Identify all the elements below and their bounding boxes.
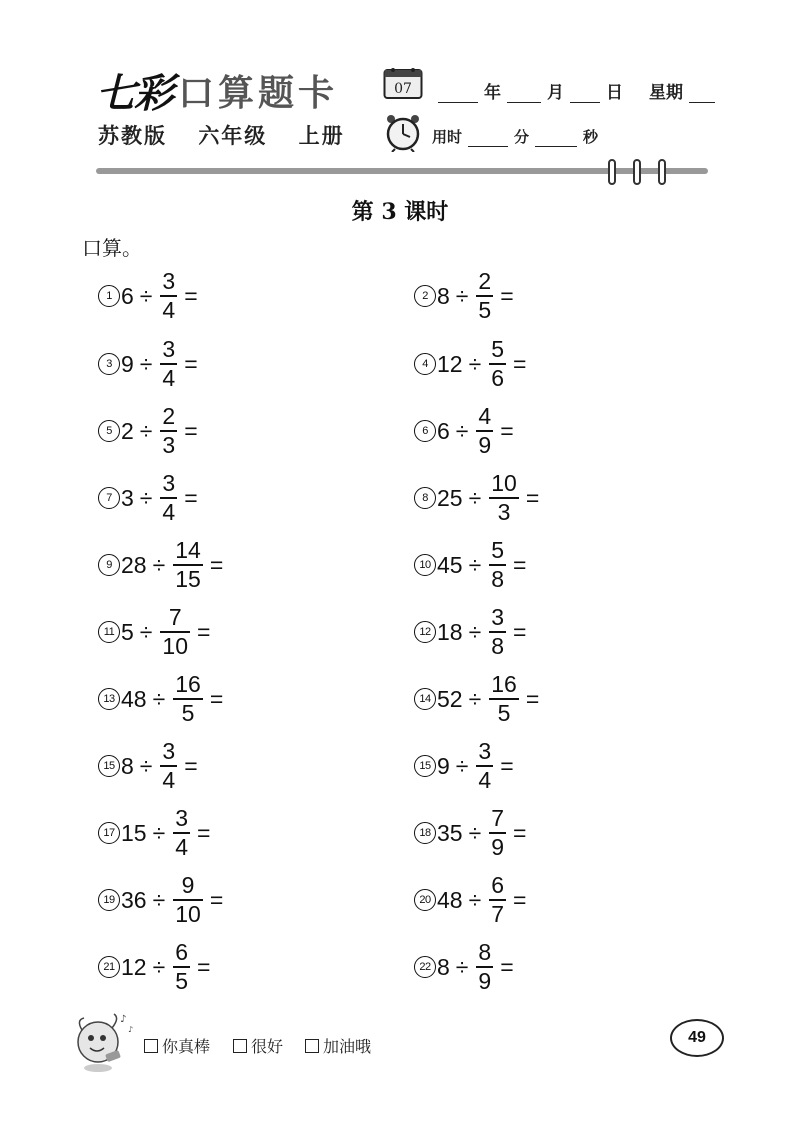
divide-sign: ÷ — [468, 685, 482, 712]
problem-number: 2 — [414, 285, 436, 307]
eval-option-good[interactable] — [233, 1034, 283, 1057]
problem-number: 3 — [98, 353, 120, 375]
dividend: 5 — [121, 618, 134, 645]
weekday-label: 星期 — [649, 83, 683, 103]
denominator: 5 — [478, 297, 492, 323]
divide-sign: ÷ — [468, 551, 482, 578]
year-label: 年 — [484, 83, 501, 103]
eval-label: 你真棒 — [162, 1037, 211, 1056]
problem-11 — [98, 606, 210, 658]
problem-9 — [98, 539, 223, 591]
problem-number: 22 — [414, 956, 436, 978]
denominator: 10 — [162, 633, 189, 659]
problem-19 — [98, 874, 223, 926]
dividend: 8 — [121, 752, 134, 779]
fraction — [489, 807, 506, 859]
problem-17 — [98, 807, 210, 859]
divide-sign: ÷ — [139, 350, 153, 377]
clock-icon — [383, 112, 423, 152]
problem-5 — [98, 405, 198, 457]
problem-2 — [414, 270, 514, 322]
equals-sign: = — [197, 819, 211, 846]
denominator: 3 — [497, 499, 511, 525]
divide-sign: ÷ — [468, 350, 482, 377]
time-fill-line — [432, 126, 598, 147]
checkbox[interactable] — [233, 1039, 247, 1053]
problem-number: 21 — [98, 956, 120, 978]
problem-number: 18 — [414, 822, 436, 844]
numerator: 3 — [162, 738, 176, 764]
dividend: 12 — [437, 350, 463, 377]
denominator: 9 — [491, 834, 505, 860]
dividend: 18 — [437, 618, 463, 645]
numerator: 5 — [491, 336, 505, 362]
equals-sign: = — [184, 350, 198, 377]
problem-number: 10 — [414, 554, 436, 576]
equals-sign: = — [513, 551, 527, 578]
date-fill-line — [432, 78, 721, 103]
divide-sign: ÷ — [468, 819, 482, 846]
edition-line — [98, 120, 367, 150]
equals-sign: = — [500, 282, 514, 309]
equals-sign: = — [209, 685, 224, 712]
problem-number: 12 — [414, 621, 436, 643]
denominator: 4 — [162, 767, 176, 793]
numerator: 7 — [491, 805, 505, 831]
divide-sign: ÷ — [139, 618, 153, 645]
denominator: 5 — [497, 700, 511, 726]
problem-number: 6 — [414, 420, 436, 442]
year-blank[interactable] — [438, 88, 478, 103]
problem-8 — [414, 472, 539, 524]
problem-number: 17 — [98, 822, 120, 844]
fraction — [476, 941, 493, 993]
fraction — [489, 472, 519, 524]
denominator: 7 — [491, 901, 505, 927]
fraction — [476, 270, 493, 322]
edition-grade: 六年级 — [198, 124, 268, 148]
equals-sign: = — [525, 484, 540, 511]
equals-sign: = — [513, 350, 527, 377]
brand-title: 口算题卡 — [178, 72, 339, 114]
numerator: 4 — [478, 403, 492, 429]
fraction — [160, 740, 177, 792]
edition-volume: 上册 — [298, 124, 345, 148]
divide-sign: ÷ — [152, 819, 166, 846]
problem-number: 8 — [414, 487, 436, 509]
numerator: 6 — [175, 939, 189, 965]
dividend: 6 — [121, 282, 134, 309]
divide-sign: ÷ — [139, 484, 153, 511]
denominator: 6 — [491, 365, 505, 391]
fraction — [489, 539, 506, 591]
problem-3 — [98, 338, 198, 390]
denominator: 10 — [175, 901, 201, 927]
minute-blank[interactable] — [468, 132, 508, 147]
equals-sign: = — [209, 551, 224, 578]
divide-sign: ÷ — [152, 551, 166, 578]
divide-sign: ÷ — [468, 484, 482, 511]
problem-number: 20 — [414, 889, 436, 911]
dividend: 45 — [437, 551, 463, 578]
numerator: 14 — [175, 537, 201, 563]
equals-sign: = — [209, 886, 224, 913]
problem-number: 13 — [98, 688, 120, 710]
numerator: 8 — [478, 939, 492, 965]
problem-6 — [414, 405, 514, 457]
divide-sign: ÷ — [152, 685, 166, 712]
divide-sign: ÷ — [139, 752, 153, 779]
fraction — [173, 673, 203, 725]
dividend: 48 — [437, 886, 463, 913]
denominator: 9 — [478, 968, 492, 994]
instruction: 口算。 — [82, 236, 142, 260]
fraction — [160, 270, 177, 322]
problem-12 — [414, 606, 526, 658]
numerator: 2 — [478, 268, 492, 294]
denominator: 9 — [478, 432, 492, 458]
divide-sign: ÷ — [139, 417, 153, 444]
denominator: 5 — [181, 700, 195, 726]
dividend: 15 — [121, 819, 147, 846]
dividend: 9 — [121, 350, 134, 377]
dividend: 9 — [437, 752, 450, 779]
numerator: 10 — [491, 470, 517, 496]
fraction — [160, 405, 177, 457]
checkbox[interactable] — [305, 1039, 319, 1053]
problem-number: 4 — [414, 353, 436, 375]
binder-rings-icon — [604, 158, 674, 188]
divide-sign: ÷ — [455, 282, 469, 309]
svg-text:♪: ♪ — [120, 1014, 127, 1025]
numerator: 6 — [491, 872, 505, 898]
numerator: 3 — [491, 604, 505, 630]
fraction — [173, 874, 203, 926]
checkbox[interactable] — [144, 1039, 158, 1053]
equals-sign: = — [184, 752, 198, 779]
fraction — [160, 338, 177, 390]
denominator: 15 — [175, 566, 201, 592]
problem-number: 14 — [414, 688, 436, 710]
eval-option-great[interactable] — [144, 1034, 210, 1057]
numerator: 9 — [181, 872, 195, 898]
dividend: 35 — [437, 819, 463, 846]
numerator: 3 — [162, 268, 176, 294]
fraction — [489, 606, 506, 658]
equals-sign: = — [525, 685, 540, 712]
divide-sign: ÷ — [139, 282, 153, 309]
eval-label: 很好 — [251, 1037, 284, 1056]
divide-sign: ÷ — [468, 886, 482, 913]
dividend: 3 — [121, 484, 134, 511]
divide-sign: ÷ — [455, 953, 469, 980]
problem-18 — [414, 807, 526, 859]
equals-sign: = — [184, 417, 198, 444]
calendar-day: 07 — [394, 81, 412, 97]
numerator: 5 — [491, 537, 505, 563]
dividend: 25 — [437, 484, 463, 511]
lesson-title: 第 3 课时 — [351, 199, 449, 225]
dividend: 2 — [121, 417, 134, 444]
brand-logo — [96, 68, 339, 117]
denominator: 8 — [491, 566, 505, 592]
problem-15a — [98, 740, 198, 792]
fraction — [160, 606, 190, 658]
month-blank[interactable] — [507, 88, 541, 103]
numerator: 7 — [168, 604, 182, 630]
numerator: 16 — [491, 671, 517, 697]
problem-4 — [414, 338, 526, 390]
problem-7 — [98, 472, 198, 524]
equals-sign: = — [513, 618, 527, 645]
equals-sign: = — [500, 417, 514, 444]
problem-number: 7 — [98, 487, 120, 509]
problem-number: 19 — [98, 889, 120, 911]
eval-option-keep-going[interactable] — [305, 1034, 371, 1057]
dividend: 8 — [437, 282, 450, 309]
minute-label: 分 — [514, 128, 530, 146]
numerator: 3 — [162, 470, 176, 496]
equals-sign: = — [184, 282, 198, 309]
numerator: 2 — [162, 403, 176, 429]
eval-label: 加油哦 — [323, 1037, 372, 1056]
equals-sign: = — [197, 618, 211, 645]
dividend: 36 — [121, 886, 147, 913]
day-blank[interactable] — [570, 88, 600, 103]
fraction — [476, 740, 493, 792]
equals-sign: = — [184, 484, 198, 511]
fraction — [173, 941, 190, 993]
dividend: 8 — [437, 953, 450, 980]
problem-22 — [414, 941, 514, 993]
equals-sign: = — [513, 886, 527, 913]
divide-sign: ÷ — [455, 417, 469, 444]
numerator: 3 — [478, 738, 492, 764]
problem-14 — [414, 673, 539, 725]
problem-number: 15 — [98, 755, 120, 777]
fraction — [489, 338, 506, 390]
numerator: 16 — [175, 671, 201, 697]
equals-sign: = — [513, 819, 527, 846]
fraction — [476, 405, 493, 457]
problem-number: 9 — [98, 554, 120, 576]
problem-13 — [98, 673, 223, 725]
denominator: 4 — [162, 297, 176, 323]
divide-sign: ÷ — [468, 618, 482, 645]
denominator: 3 — [162, 432, 176, 458]
time-used-label: 用时 — [432, 128, 463, 146]
dividend: 52 — [437, 685, 463, 712]
fraction — [489, 874, 506, 926]
problem-1 — [98, 270, 198, 322]
equals-sign: = — [500, 953, 514, 980]
calendar-icon — [383, 66, 423, 100]
numerator: 3 — [175, 805, 189, 831]
denominator: 4 — [478, 767, 492, 793]
problem-20 — [414, 874, 526, 926]
fraction — [173, 807, 190, 859]
mascot-icon — [68, 1006, 138, 1076]
dividend: 48 — [121, 685, 147, 712]
problem-10 — [414, 539, 526, 591]
divide-sign: ÷ — [455, 752, 469, 779]
fraction — [489, 673, 519, 725]
month-label: 月 — [547, 83, 564, 103]
problem-number: 11 — [98, 621, 120, 643]
denominator: 8 — [491, 633, 505, 659]
problem-number: 1 — [98, 285, 120, 307]
problem-21 — [98, 941, 210, 993]
denominator: 4 — [175, 834, 189, 860]
page-number: 49 — [670, 1019, 724, 1057]
day-label: 日 — [606, 83, 623, 103]
denominator: 4 — [162, 499, 176, 525]
numerator: 3 — [162, 336, 176, 362]
edition-publisher: 苏教版 — [98, 124, 167, 148]
dividend: 28 — [121, 551, 147, 578]
problem-15b — [414, 740, 514, 792]
divide-sign: ÷ — [152, 953, 166, 980]
fraction — [173, 539, 203, 591]
svg-text:♪: ♪ — [128, 1025, 134, 1034]
denominator: 4 — [162, 365, 176, 391]
problem-number: 15 — [414, 755, 436, 777]
second-label: 秒 — [583, 128, 599, 146]
problem-number: 5 — [98, 420, 120, 442]
dividend: 6 — [437, 417, 450, 444]
weekday-blank[interactable] — [689, 88, 715, 103]
brand-qicai: 七彩 — [96, 69, 172, 117]
equals-sign: = — [197, 953, 211, 980]
denominator: 5 — [175, 968, 189, 994]
dividend: 12 — [121, 953, 147, 980]
second-blank[interactable] — [535, 132, 577, 147]
fraction — [160, 472, 177, 524]
equals-sign: = — [500, 752, 514, 779]
divide-sign: ÷ — [152, 886, 166, 913]
